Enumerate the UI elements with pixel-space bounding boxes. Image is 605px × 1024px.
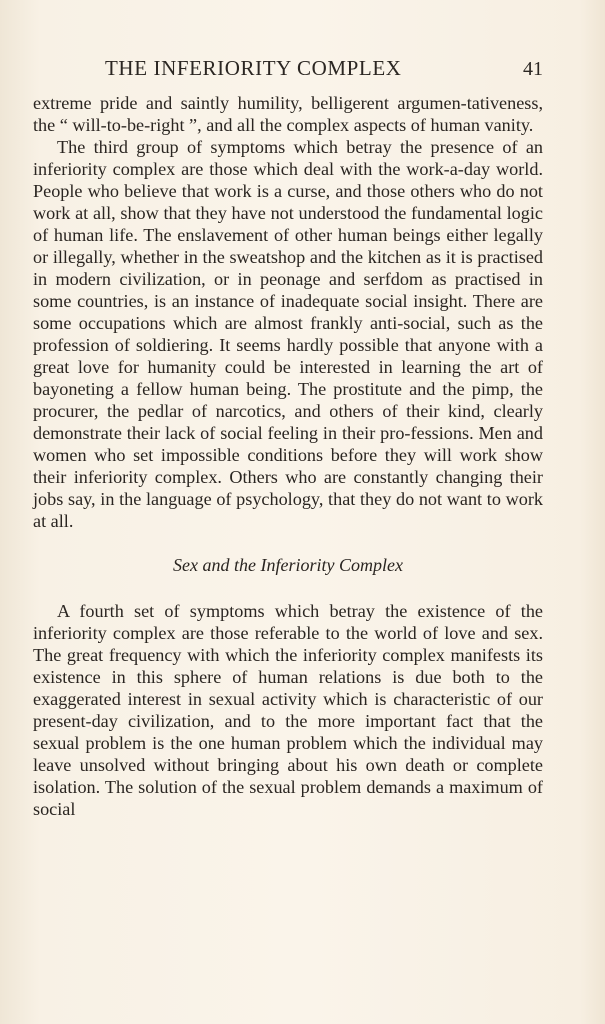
paragraph-sex-symptoms: A fourth set of symptoms which betray the existence of the inferiority complex are those referable to the world of love and sex. The great frequency with which the inferiority complex manifests its existence in this sphere of human relations is due both to the exaggerated interest in sexual activity which is characteristic of our present-day civilization, and to the more important fact that the sexual problem is the one human problem which the individual may leave unsolved without bringing about his own death or complete isolation. The solution of the sexual problem demands a maximum of social: [33, 601, 543, 819]
paragraph-work-symptoms: The third group of symptoms which betray the presence of an inferiority complex are those which deal with the work-a-day world. People who believe that work is a curse, and those others who do not work at all, show that they have not understood the fundamental logic of human life. The enslavement of other human beings either legally or illegally, whether in the sweatshop and the kitchen as it is practised in modern civilization, or in peonage and serfdom as practised in some countries, is an instance of inadequate social insight. There are some occupations which are almost frankly anti-social, such as the profession of soldiering. It seems hardly possible that anyone with a great love for humanity could be interested in learning the art of bayoneting a fellow human being. The prostitute and the pimp, the procurer, the pedlar of narcotics, and others of their kind, clearly demonstrate their lack of social feeling in their pro-fessions. Men and women who set impossible conditions before they will work show their inferiority complex. Others who are constantly changing their jobs say, in the language of psychology, that they do not want to work at all.: [33, 137, 543, 531]
body-text: [33, 92, 543, 820]
paragraph-continuation: extreme pride and saintly humility, belligerent argumen-tativeness, the “ will-to-be-right ”, and all the complex aspects of human vanity.: [33, 93, 543, 135]
running-title: THE INFERIORITY COMPLEX: [105, 56, 402, 80]
section-heading: Sex and the Inferiority Complex: [173, 555, 403, 575]
page-number: 41: [523, 58, 543, 80]
running-head: [33, 56, 543, 84]
